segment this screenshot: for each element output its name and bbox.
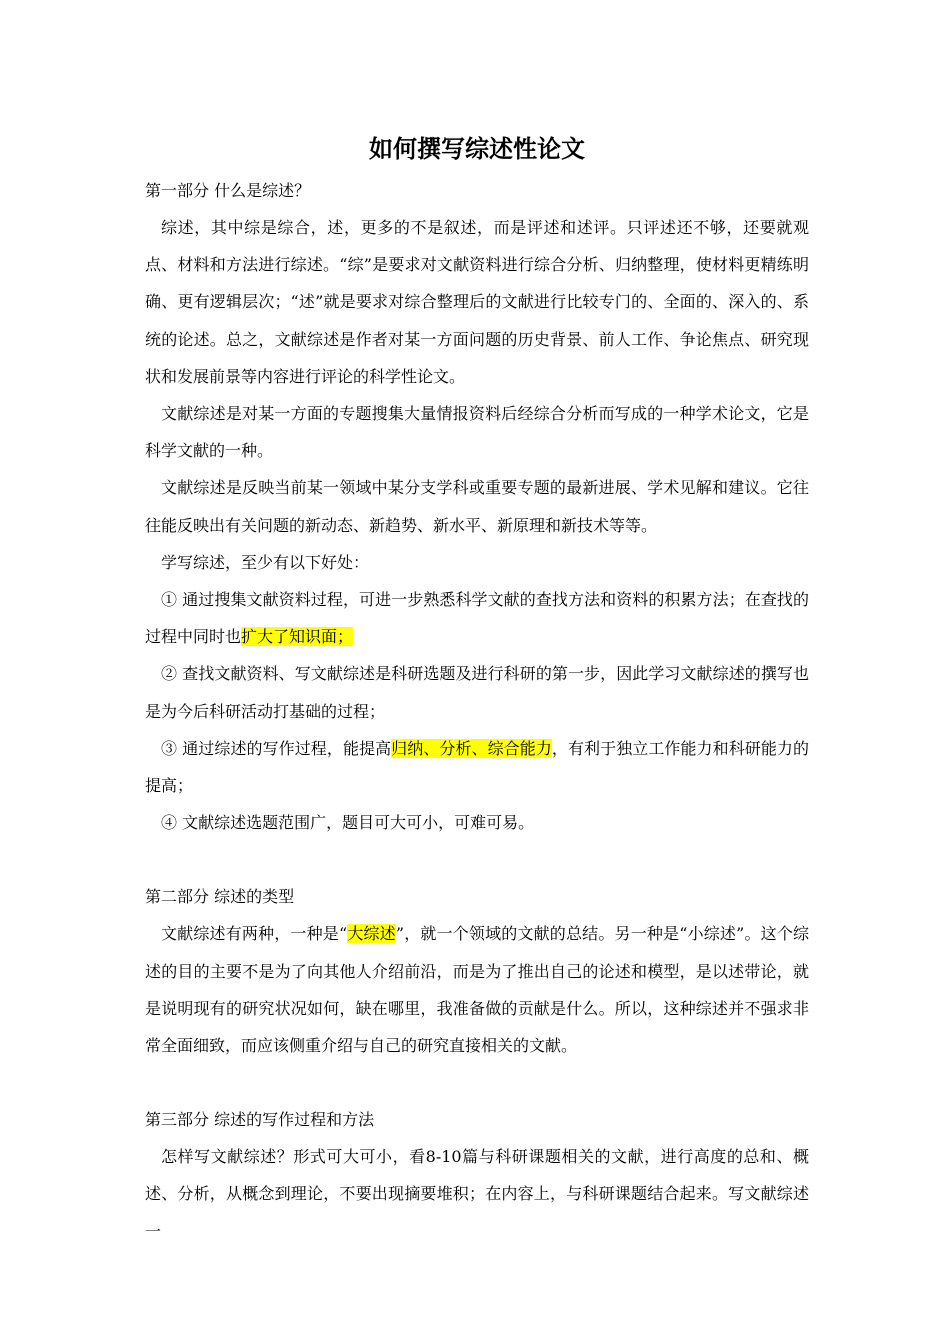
benefit-item-3-text: ③ 通过综述的写作过程，能提高 (161, 738, 392, 758)
benefit-item-3 (145, 730, 809, 804)
section-spacer (145, 1064, 809, 1101)
part1-heading: 第一部分 什么是综述？ (145, 181, 311, 200)
part3-heading: 第三部分 综述的写作过程和方法 (145, 1110, 375, 1130)
document-title: 如何撰写综述性论文 (369, 135, 585, 163)
highlighted-text: 大综述 (347, 924, 396, 944)
highlighted-text: 归纳、分析、综合能力 (391, 738, 552, 758)
benefit-item-2: ② 查找文献资料、写文献综述是科研选题及进行科研的第一步，因此学习文献综述的撰写也是为今后科研活动打基础的过程； (145, 664, 809, 721)
part3-paragraph-1: 怎样写文献综述？形式可大可小，看8-10篇与科研课题相关的文献，进行高度的总和、概述、分析，从概念到理论，不要出现摘要堆积；在内容上，与科研课题结合起来。写文献综述一 (145, 1147, 809, 1241)
part1-paragraph-2: 文献综述是对某一方面的专题搜集大量情报资料后经综合分析而写成的一种学术论文，它是科学文献的一种。 (145, 404, 809, 461)
benefit-item-3-text-end: ，有利于独立工作能力和科研能力的提高； (145, 738, 809, 796)
part2-paragraph-1 (145, 915, 809, 1064)
part1-paragraph-4: 学写综述，至少有以下好处： (161, 552, 370, 572)
benefit-item-1-text: ① 通过搜集文献资料过程，可进一步熟悉科学文献的查找方法和资料的积累方法；在查找的过程中同时也 (145, 590, 809, 647)
benefit-item-1 (145, 581, 809, 655)
section-spacer (145, 841, 809, 878)
document-body (145, 128, 809, 1250)
highlighted-text: 扩大了知识面； (241, 627, 354, 647)
benefit-item-4: ④ 文献综述选题范围广，题目可大可小，可难可易。 (161, 813, 535, 833)
part1-paragraph-1: 综述，其中综是综合，述，更多的不是叙述，而是评述和述评。只评述还不够，还要就观点、材料和方法进行综述。“综”是要求对文献资料进行综合分析、归纳整理，使材料更精练明确、更有逻辑层次；“述”就是要求对综合整理后的文献进行比较专门的、全面的、深入的、系统的论述。总之，文献综述是作者对某一方面问题的历史背景、前人工作、争论焦点、研究现状和发展前景等内容进行评论的科学性论文。 (145, 218, 809, 386)
part2-text-start: 文献综述有两种，一种是“ (161, 924, 348, 944)
part2-heading: 第二部分 综述的类型 (145, 887, 295, 907)
part1-paragraph-3: 文献综述是反映当前某一领域中某分支学科或重要专题的最新进展、学术见解和建议。它往往能反映出有关问题的新动态、新趋势、新水平、新原理和新技术等等。 (145, 478, 809, 535)
part2-text-end: ”，就一个领域的文献的总结。另一种是“小综述”。这个综述的目的主要不是为了向其他人介绍前沿，而是为了推出自己的论述和模型，是以述带论，就是说明现有的研究状况如何，缺在哪里，我准备做的贡献是什么。所以，这种综述并不强求非常全面细致，而应该侧重介绍与自己的研究直接相关的文献。 (145, 924, 809, 1056)
